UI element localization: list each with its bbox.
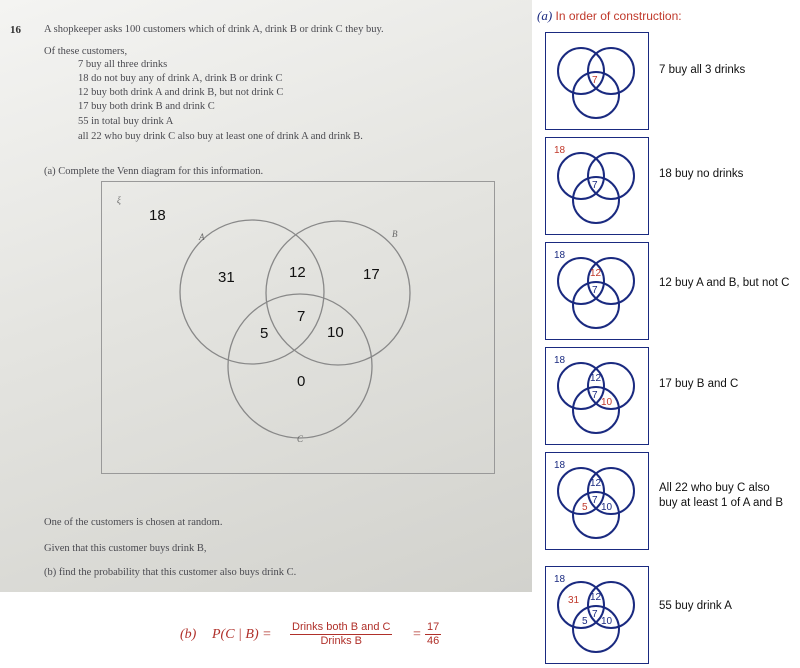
step-text-5-line2: buy at least 1 of A and B (659, 497, 784, 509)
mini-region-bc-only: 10 (601, 397, 613, 408)
fact-line: 17 buy both drink B and drink C (78, 101, 215, 112)
mini-region-bc-only: 10 (601, 616, 613, 627)
mini-region-ac-only: 5 (582, 502, 588, 513)
mini-venn (546, 348, 646, 444)
set-b-label: B (392, 229, 398, 239)
region-abc: 7 (297, 308, 306, 325)
result-numerator: 17 (427, 621, 440, 633)
region-b-only: 17 (363, 266, 380, 283)
mini-region-outside: 18 (554, 250, 566, 261)
part-b-label: (b) (180, 627, 197, 642)
circle-b (266, 221, 410, 365)
fraction-words (290, 621, 392, 647)
question-number: 16 (10, 24, 21, 36)
mini-region-abc: 7 (592, 609, 598, 620)
question-intro: A shopkeeper asks 100 customers which of drink A, drink B or drink C they buy. (44, 24, 384, 35)
fact-line: 7 buy all three drinks (78, 59, 168, 70)
fraction-words-denominator: Drinks B (320, 635, 362, 647)
mini-region-ac-only: 5 (582, 616, 588, 627)
step-panel-2 (545, 137, 649, 235)
mini-venn (546, 453, 646, 549)
step-text-4: 17 buy B and C (659, 378, 739, 390)
fact-line: 18 do not buy any of drink A, drink B or drink C (78, 73, 283, 84)
mini-region-outside: 18 (554, 574, 566, 585)
universal-set-label: ξ (117, 195, 121, 205)
step-text-6: 55 buy drink A (659, 600, 732, 612)
step-panel-4 (545, 347, 649, 445)
mini-venn (546, 33, 646, 129)
part-a-prompt: (a) Complete the Venn diagram for this information. (44, 166, 264, 177)
region-ac-only: 5 (260, 325, 269, 342)
step-text-1: 7 buy all 3 drinks (659, 64, 746, 76)
mini-region-abc: 7 (592, 390, 598, 401)
fact-line: all 22 who buy drink C also buy at least one of drink A and drink B. (78, 131, 363, 142)
equals-sign: = (413, 627, 421, 642)
mini-region-abc: 7 (592, 180, 598, 191)
step-panel-3 (545, 242, 649, 340)
region-a-only: 31 (218, 269, 235, 286)
fact-line: 12 buy both drink A and drink B, but not drink C (78, 87, 284, 98)
step-panel-5 (545, 452, 649, 550)
mini-region-a-only: 31 (568, 595, 580, 606)
mini-venn (546, 243, 646, 339)
region-outside: 18 (149, 207, 166, 224)
mini-region-bc-only: 10 (601, 502, 613, 513)
fact-line: 55 in total buy drink A (78, 116, 174, 127)
mini-region-ab-only: 12 (590, 592, 602, 603)
question-of-these: Of these customers, (44, 46, 128, 57)
set-a-label: A (199, 232, 205, 242)
construction-heading: (a) In order of construction: (537, 8, 682, 23)
part-b-prompt: (b) find the probability that this customer also buys drink C. (44, 567, 297, 578)
fraction-result (425, 621, 441, 647)
region-bc-only: 10 (327, 324, 344, 341)
step-panel-1 (545, 32, 649, 130)
mini-region-outside: 18 (554, 460, 566, 471)
mini-region-abc: 7 (592, 75, 598, 86)
region-c-only: 0 (297, 373, 306, 390)
mini-region-outside: 18 (554, 355, 566, 366)
mini-venn (546, 567, 646, 663)
part-b-lhs: P(C | B) = (212, 627, 272, 642)
step-text-5 (659, 481, 783, 511)
step-panel-6 (545, 566, 649, 664)
fraction-words-numerator: Drinks both B and C (292, 621, 391, 633)
mini-region-abc: 7 (592, 285, 598, 296)
given-text: Given that this customer buys drink B, (44, 543, 207, 554)
step-text-5-line1: All 22 who buy C also (659, 482, 770, 494)
mini-venn (546, 138, 646, 234)
mini-region-abc: 7 (592, 495, 598, 506)
set-c-label: C (297, 434, 304, 444)
region-ab-only: 12 (289, 264, 306, 281)
mini-region-ab-only: 12 (590, 478, 602, 489)
result-denominator: 46 (427, 635, 440, 647)
mini-region-ab-only: 12 (590, 373, 602, 384)
mini-region-ab-only: 12 (590, 268, 602, 279)
chosen-text: One of the customers is chosen at random. (44, 517, 223, 528)
step-text-3: 12 buy A and B, but not C (659, 277, 790, 289)
mini-region-outside: 18 (554, 145, 566, 156)
step-text-2: 18 buy no drinks (659, 168, 744, 180)
